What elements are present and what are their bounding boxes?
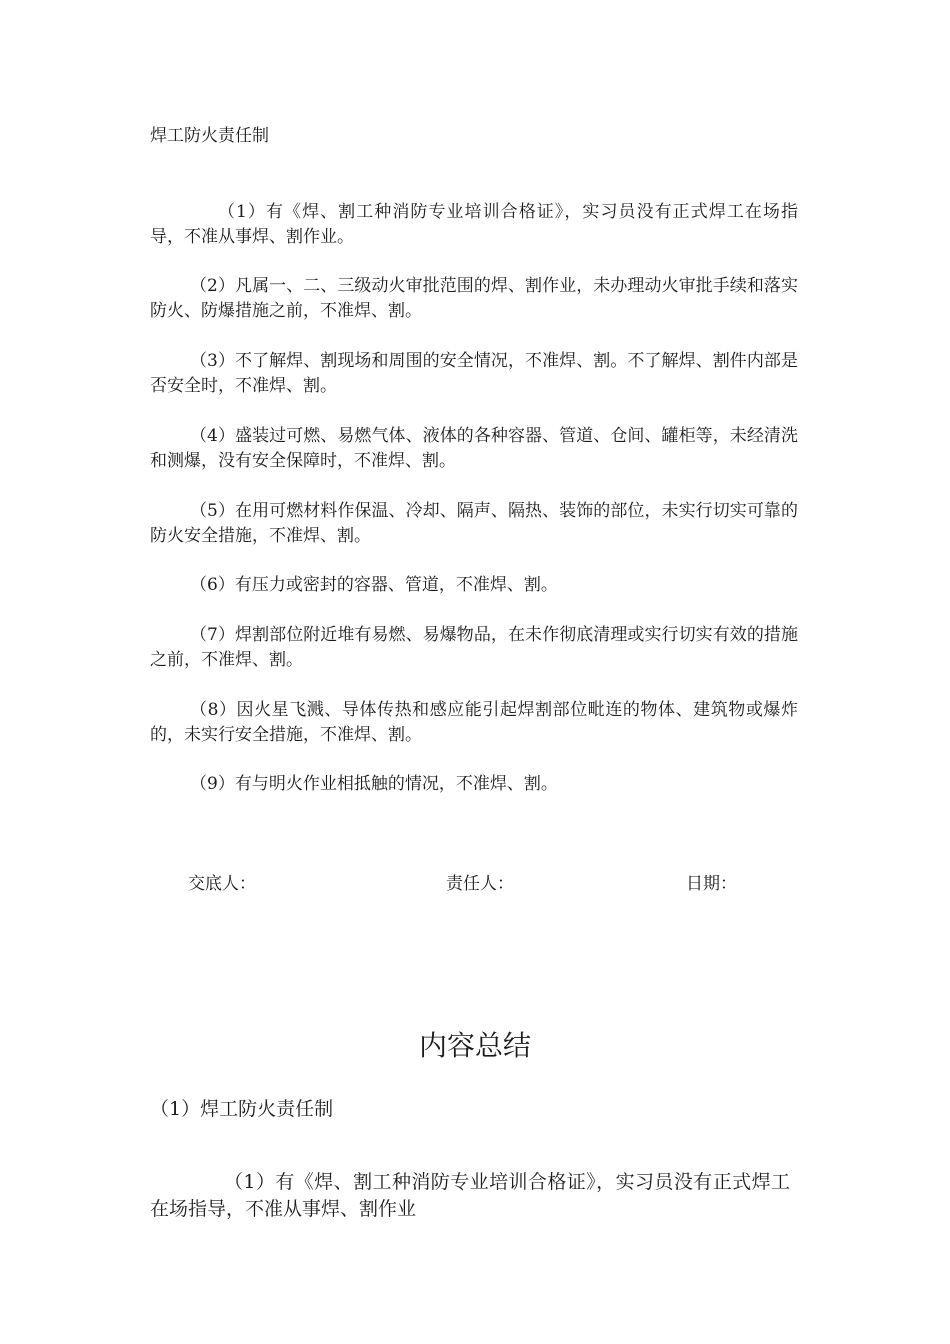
summary-subheading: （1）焊工防火责任制 xyxy=(150,1098,334,1120)
clause-9: （9）有与明火作业相抵触的情况，不准焊、割。 xyxy=(190,774,558,794)
presenter-signature-label: 交底人： xyxy=(188,874,256,894)
clause-6: （6）有压力或密封的容器、管道，不准焊、割。 xyxy=(190,575,558,595)
clause-1: （1）有《焊、割工种消防专业培训合格证》，实习员没有正式焊工在场指导，不准从事焊、割作业。 xyxy=(150,202,798,247)
date-label: 日期： xyxy=(686,874,737,894)
summary-heading: 内容总结 xyxy=(418,1029,531,1062)
clause-5: （5）在用可燃材料作保温、冷却、隔声、隔热、装饰的部位，未实行切实可靠的防火安全措施，不准焊、割。 xyxy=(150,501,798,546)
clause-2: （2）凡属一、二、三级动火审批范围的焊、割作业，未办理动火审批手续和落实防火、防爆措施之前，不准焊、割。 xyxy=(150,276,798,321)
clause-3: （3）不了解焊、割现场和周围的安全情况，不准焊、割。不了解焊、割件内部是否安全时，不准焊、割。 xyxy=(150,351,798,396)
document-title: 焊工防火责任制 xyxy=(150,126,269,146)
clause-7: （7）焊割部位附近堆有易燃、易爆物品，在未作彻底清理或实行切实有效的措施之前，不准焊、割。 xyxy=(150,625,798,670)
clause-8: （8）因火星飞溅、导体传热和感应能引起焊割部位毗连的物体、建筑物或爆炸的，未实行安全措施，不准焊、割。 xyxy=(150,700,798,745)
summary-clause: （1）有《焊、割工种消防专业培训合格证》，实习员没有正式焊工在场指导，不准从事焊、割作业 xyxy=(150,1171,790,1220)
responsible-signature-label: 责任人： xyxy=(446,874,514,894)
clause-4: （4）盛装过可燃、易燃气体、液体的各种容器、管道、仓间、罐柜等，未经清洗和测爆，没有安全保障时，不准焊、割。 xyxy=(150,426,798,471)
